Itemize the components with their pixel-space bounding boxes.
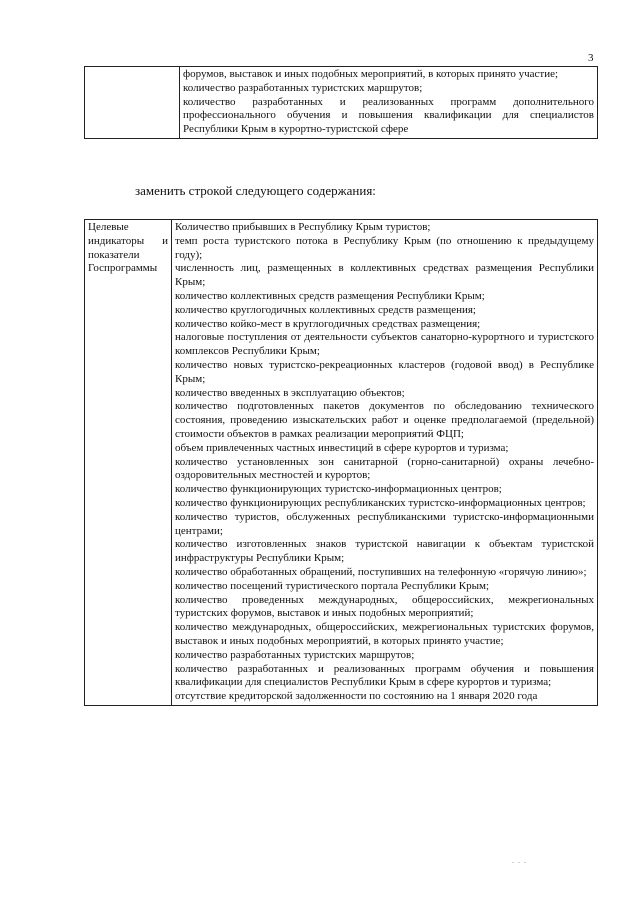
top-table-item: количество разработанных туристских маршрутов; bbox=[183, 81, 423, 94]
indicator-item: количество круглогодичных коллективных средств размещения; bbox=[175, 303, 476, 316]
indicator-item: количество подготовленных пакетов документов по обследованию технического состояния, проведению изыскательских работ и оценке предполагаемой (предельной) стоимости объектов в рамках реализации мероприятий ФЦП; bbox=[175, 400, 594, 440]
indicator-item: темп роста туристского потока в Республику Крым (по отношению к предыдущему году); bbox=[175, 234, 594, 261]
indicator-item: количество изготовленных знаков туристской навигации к объектам туристской инфраструктуры Республики Крым; bbox=[175, 538, 594, 565]
top-table bbox=[84, 66, 598, 139]
indicator-item: количество коллективных средств размещения Республики Крым; bbox=[175, 289, 485, 302]
top-table-left-cell bbox=[85, 67, 180, 139]
indicator-item: количество введенных в эксплуатацию объектов; bbox=[175, 386, 405, 399]
indicator-item: количество установленных зон санитарной (горно-санитарной) охраны лечебно-оздоровительных местностей и курортов; bbox=[175, 455, 594, 482]
indicators-label-cell bbox=[85, 220, 172, 706]
indicator-item: количество международных, общероссийских, межрегиональных туристских форумов, выставок и иных подобных мероприятий, в которых принято участие; bbox=[175, 621, 594, 647]
indicator-item: налоговые поступления от деятельности субъектов санаторно-курортного и туристского комплексов Республики Крым; bbox=[175, 331, 594, 358]
indicator-item: количество проведенных международных, общероссийских, межрегиональных туристских форумов, выставок и иных подобных мероприятий; bbox=[175, 593, 594, 620]
indicators-table bbox=[84, 219, 598, 706]
page-number: 3 bbox=[588, 52, 594, 64]
indicator-item: количество новых туристско-рекреационных кластеров (годовой ввод) в Республике Крым; bbox=[175, 358, 594, 385]
indicator-item: количество функционирующих республиканских туристско-информационных центров; bbox=[175, 496, 586, 509]
indicator-item: количество разработанных и реализованных программ обучения и повышения квалификации для специалистов Республики Крым в сфере курортов и туризма; bbox=[175, 662, 594, 689]
replacement-intro: заменить строкой следующего содержания: bbox=[135, 183, 376, 198]
indicators-items-cell bbox=[172, 220, 598, 706]
indicator-item: отсутствие кредиторской задолженности по состоянию на 1 января 2020 года bbox=[175, 690, 538, 703]
top-table-item: количество разработанных и реализованных программ дополнительного профессионального обучения и повышения квалификации для специалистов Республики Крым в курортно-туристской сфере bbox=[183, 95, 594, 136]
indicator-item: количество койко-мест в круглогодичных средствах размещения; bbox=[175, 317, 481, 330]
indicators-label: Целевые индикаторы и показатели Госпрограммы bbox=[88, 221, 168, 275]
indicator-item: Количество прибывших в Республику Крым туристов; bbox=[175, 221, 431, 233]
scan-artifact: . . . bbox=[512, 856, 527, 865]
indicator-item: количество разработанных туристских маршрутов; bbox=[175, 648, 415, 661]
indicator-item: объем привлеченных частных инвестиций в сфере курортов и туризма; bbox=[175, 441, 509, 454]
indicator-item: количество посещений туристического портала Республики Крым; bbox=[175, 579, 490, 592]
top-table-item: форумов, выставок и иных подобных мероприятий, в которых принято участие; bbox=[183, 68, 559, 80]
indicator-item: количество туристов, обслуженных республиканскими туристско-информационными центрами; bbox=[175, 510, 594, 537]
indicator-item: количество функционирующих туристско-информационных центров; bbox=[175, 483, 502, 496]
indicator-item: численность лиц, размещенных в коллективных средствах размещения Республики Крым; bbox=[175, 262, 594, 289]
indicator-item: количество обработанных обращений, поступивших на телефонную «горячую линию»; bbox=[175, 565, 587, 578]
top-table-items-cell bbox=[180, 67, 598, 139]
